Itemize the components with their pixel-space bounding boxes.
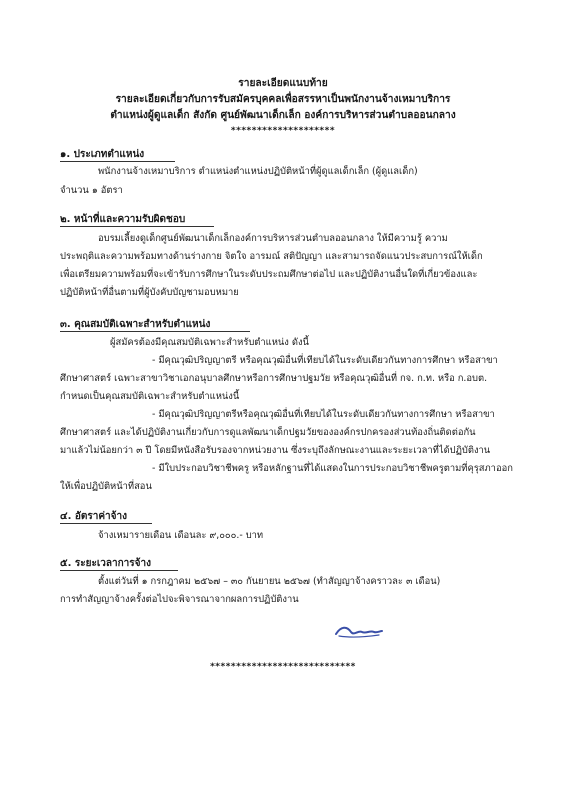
section2-line: เพื่อเตรียมความพร้อมที่จะเข้ารับการศึกษาในระดับประถมศึกษาต่อไป และปฏิบัติงานอื่นใดที่เกี่ยวข้องและ	[60, 269, 478, 280]
section3-line: - มีใบประกอบวิชาชีพครู หรือหลักฐานที่ได้แสดงในการประกอบวิชาชีพครูตามที่คุรุสภาออก	[152, 463, 513, 474]
section3-line: ศึกษาศาสตร์ และได้ปฏิบัติงานเกี่ยวกับการดูแลพัฒนาเด็กปฐมวัยขององค์กรปกครองส่วนท้องถิ่นติดต่อกัน	[60, 427, 476, 438]
section2-underline	[60, 226, 214, 227]
section3-underline	[60, 331, 250, 332]
section3-line: ผู้สมัครต้องมีคุณสมบัติเฉพาะสำหรับตำแหน่ง ดังนี้	[110, 337, 309, 348]
section4-heading: ๔. อัตราค่าจ้าง	[60, 511, 127, 522]
section1-underline	[60, 161, 175, 162]
section3-line: มาแล้วไม่น้อยกว่า ๓ ปี โดยมีหนังสือรับรองจากหน่วยงาน ซึ่งระบุถึงลักษณะงานและระยะเวลาที่ได้ปฏิบัติงาน	[60, 445, 491, 456]
footer-separator: ****************************	[210, 662, 356, 672]
section4-line: จ้างเหมารายเดือน เดือนละ ๙,๐๐๐.- บาท	[98, 530, 264, 541]
header-separator: ********************	[230, 126, 336, 136]
doc-position-line: ตำแหน่งผู้ดูแลเด็ก สังกัด ศูนย์พัฒนาเด็กเล็ก องค์การบริหารส่วนตำบลออนกลาง	[110, 110, 456, 121]
section3-line: ศึกษาศาสตร์ เฉพาะสาขาวิชาเอกอนุบาลศึกษาหรือการศึกษาปฐมวัย หรือคุณวุฒิอื่นที่ กจ. ก.ท. หรือ ก.อบต.	[60, 373, 488, 384]
section2-line: อบรมเลี้ยงดูเด็กศูนย์พัฒนาเด็กเล็กองค์การบริหารส่วนตำบลออนกลาง ให้มีความรู้ ความ	[98, 233, 448, 244]
doc-title: รายละเอียดแนบท้าย	[238, 78, 328, 89]
doc-subtitle: รายละเอียดเกี่ยวกับการรับสมัครบุคคลเพื่อสรรหาเป็นพนักงานจ้างเหมาบริการ	[115, 94, 451, 105]
section5-underline	[60, 570, 178, 571]
section2-line: ประพฤติและความพร้อมทางด้านร่างกาย จิตใจ อารมณ์ สติปัญญา และสามารถจัดแนวประสบการณ์ให้เด็ก	[60, 251, 483, 262]
section3-line: กำหนดเป็นคุณสมบัติเฉพาะสำหรับตำแหน่งนี้	[60, 391, 240, 402]
section1-heading: ๑. ประเภทตำแหน่ง	[60, 149, 145, 160]
section5-line: ตั้งแต่วันที่ ๑ กรกฎาคม ๒๕๖๗ – ๓๐ กันยายน ๒๕๖๗ (ทำสัญญาจ้างคราวละ ๓ เดือน)	[98, 576, 441, 587]
section3-line: - มีคุณวุฒิปริญญาตรี หรือคุณวุฒิอื่นที่เทียบได้ในระดับเดียวกันทางการศึกษา หรือสาขา	[152, 355, 498, 366]
section1-line: จำนวน ๑ อัตรา	[60, 185, 123, 196]
section3-heading: ๓. คุณสมบัติเฉพาะสำหรับตำแหน่ง	[60, 319, 211, 330]
section2-heading: ๒. หน้าที่และความรับผิดชอบ	[60, 214, 186, 225]
handwritten-signature	[333, 622, 383, 642]
section5-line: การทำสัญญาจ้างครั้งต่อไปจะพิจารณาจากผลการปฏิบัติงาน	[60, 594, 299, 605]
section3-line: ให้เพื่อปฏิบัติหน้าที่สอน	[60, 481, 152, 492]
section4-underline	[60, 523, 152, 524]
section3-line: - มีคุณวุฒิปริญญาตรีหรือคุณวุฒิอื่นที่เทียบได้ในระดับเดียวกันทางการศึกษา หรือสาขา	[152, 409, 495, 420]
section5-heading: ๕. ระยะเวลาการจ้าง	[60, 558, 151, 569]
section2-line: ปฏิบัติหน้าที่อื่นตามที่ผู้บังคับบัญชามอบหมาย	[60, 287, 239, 298]
section1-line: พนักงานจ้างเหมาบริการ ตำแหน่งตำแหน่งปฏิบัติหน้าที่ผู้ดูแลเด็กเล็ก (ผู้ดูแลเด็ก)	[98, 166, 418, 177]
